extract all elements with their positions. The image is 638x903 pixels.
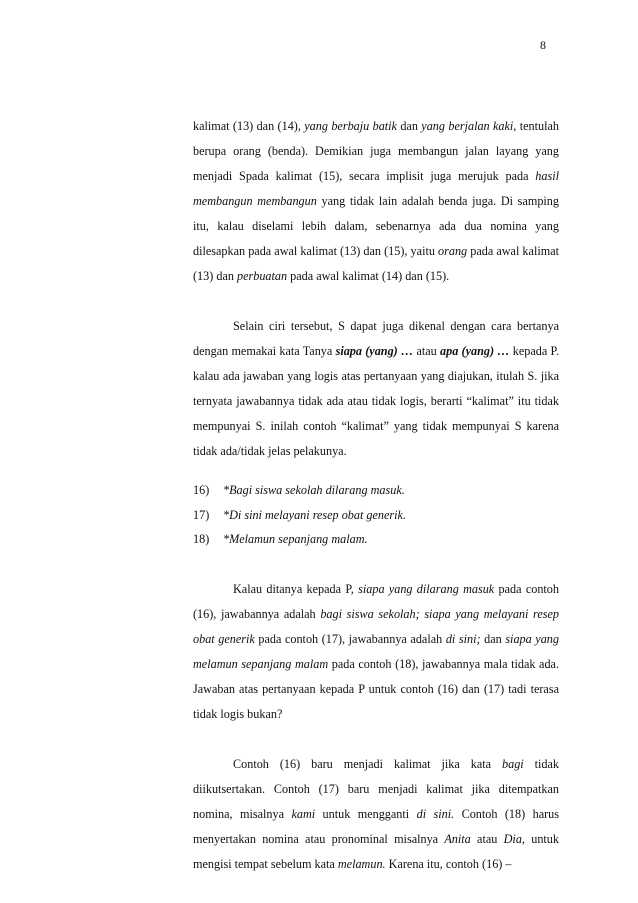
text-run: Contoh (18) harus menyertakan nomina atau pronominal misalnya	[193, 806, 559, 846]
text-run: kalimat (13) dan (14),	[193, 119, 305, 133]
italic-run: orang	[438, 244, 468, 258]
italic-run: perbuatan	[237, 269, 288, 283]
text-run: yang tidak lain adalah benda juga. Di samping itu, kalau diselami lebih dalam, sebenarnya ada dua nomina yang dilesapkan pada awal kalimat (13) dan (15), yaitu	[193, 194, 559, 258]
italic-run: hasil membangun membangun	[193, 169, 559, 208]
text-run: pada contoh (18), jawabannya mala tidak ada. Jawaban atas pertanyaan kepada P untuk contoh (16) dan (17) tadi terasa tidak logis bukan?	[193, 656, 559, 721]
text-run: atau	[470, 831, 504, 846]
text-run: dan	[480, 631, 506, 646]
text-run: untuk mengganti	[315, 806, 417, 821]
italic-run: bagi siswa sekolah; siapa yang melayani resep obat generik	[193, 606, 559, 646]
text-run: tidak diikutsertakan. Contoh (17) baru menjadi kalimat jika ditempatkan nomina, misalnya	[193, 756, 560, 821]
text-run: pada contoh (17), jawabannya adalah	[254, 631, 446, 646]
paragraph-2	[193, 314, 559, 464]
example-item	[193, 527, 559, 552]
text-run: , untuk mengisi tempat sebelum kata	[193, 831, 559, 871]
italic-run: Anita	[444, 831, 471, 846]
example-list	[193, 478, 559, 552]
italic-run: Dia	[503, 831, 522, 846]
italic-run: yang berjalan kaki,	[421, 119, 517, 133]
paragraph-4	[193, 752, 559, 877]
bold-italic-run: siapa (yang) …	[335, 344, 414, 358]
italic-run: di sini;	[445, 631, 481, 646]
document-body	[193, 114, 559, 877]
example-item	[193, 478, 559, 503]
example-text: *Bagi siswa sekolah dilarang masuk.	[223, 483, 405, 497]
text-run: Karena itu, contoh (16) –	[385, 856, 512, 871]
text-run: Contoh (16) baru menjadi kalimat jika kata	[233, 756, 502, 771]
example-number: 18)	[193, 532, 210, 546]
text-run: tentulah berupa orang (benda). Demikian juga membangun jalan layang yang menjadi Spada kalimat (15), secara implisit juga merujuk pada	[193, 119, 559, 183]
text-run: pada awal kalimat (14) dan (15).	[287, 269, 450, 283]
text-run: pada awal kalimat (13) dan	[193, 244, 559, 283]
example-text: *Di sini melayani resep obat generik.	[223, 507, 407, 522]
text-run: kepada P. kalau ada jawaban yang logis atas pertanyaan yang diajukan, itulah S. jika ternyata jawabannya tidak ada atau tidak logis, berarti “kalimat” itu tidak mempunyai S. inilah contoh “kalimat” yang tidak mempunyai S karena tidak ada/tidak jelas pelakunya.	[193, 344, 559, 458]
text-run: pada contoh (16), jawabannya adalah	[193, 581, 559, 621]
text-run: atau	[413, 344, 441, 358]
example-number: 16)	[193, 483, 210, 497]
italic-run: di sini.	[416, 806, 455, 821]
example-number: 17)	[193, 507, 210, 522]
example-text: *Melamun sepanjang malam.	[223, 532, 368, 546]
text-run: Kalau ditanya kepada P,	[233, 581, 359, 596]
italic-run: kami	[291, 806, 316, 821]
italic-run: siapa yang dilarang masuk	[358, 581, 495, 596]
example-item	[193, 503, 559, 528]
text-run: Selain ciri tersebut, S dapat juga dikenal dengan cara bertanya dengan memakai kata Tanya	[193, 319, 559, 358]
paragraph-1	[193, 114, 559, 289]
text-run: dan	[396, 119, 422, 133]
page-number: 8	[540, 38, 546, 52]
italic-run: siapa yang melamun sepanjang malam	[193, 631, 559, 671]
italic-run: melamun.	[337, 856, 386, 871]
italic-run: bagi	[502, 756, 524, 771]
paragraph-3	[193, 577, 559, 727]
italic-run: yang berbaju batik	[304, 119, 397, 133]
bold-italic-run: apa (yang) …	[440, 344, 510, 358]
